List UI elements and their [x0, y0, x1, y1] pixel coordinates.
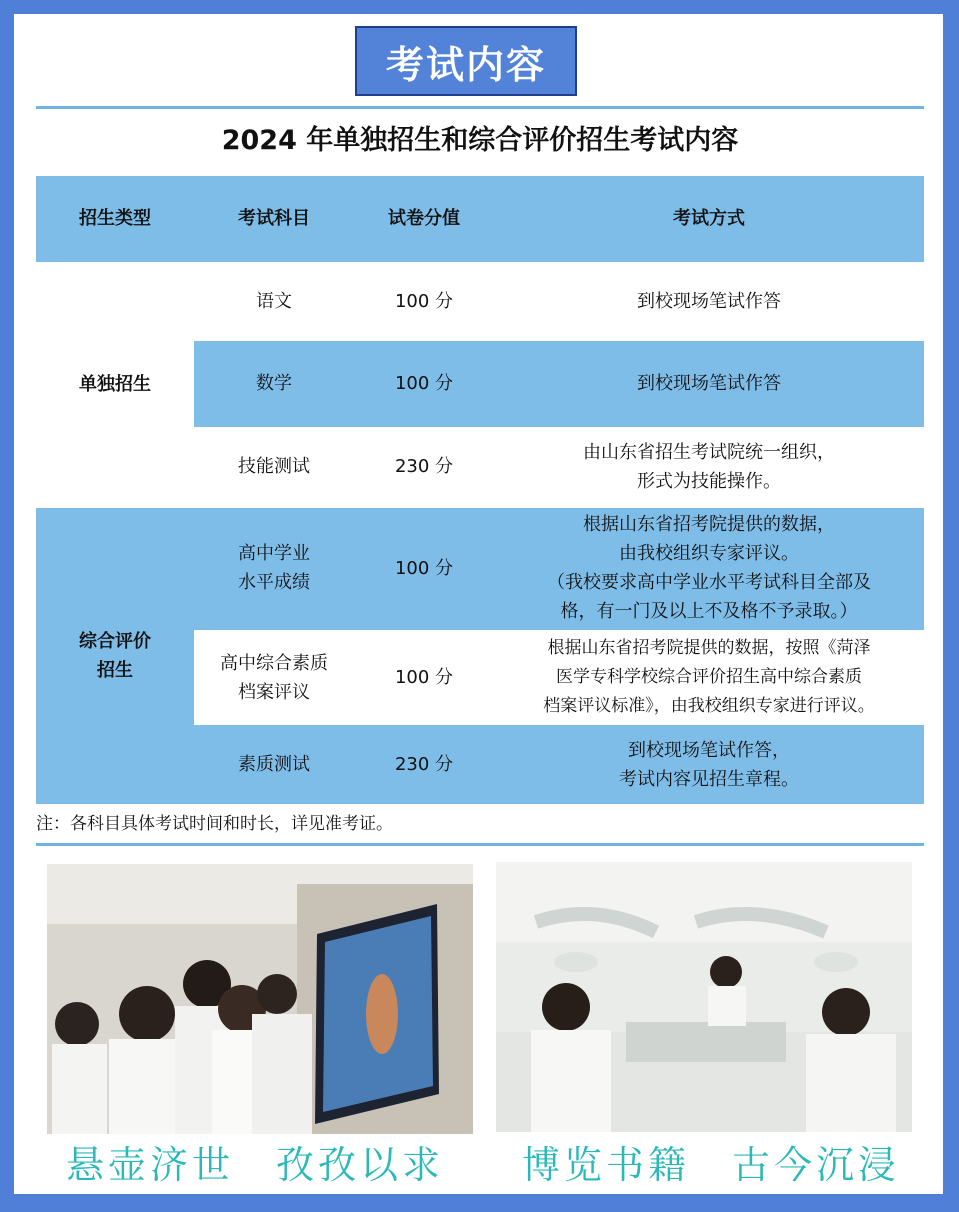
table-row-6-method: 到校现场笔试作答， 考试内容见招生章程。 — [619, 739, 799, 790]
table-row-3-subject: 技能测试 — [238, 456, 310, 477]
footnote: 注：各科目具体考试时间和时长，详见准考证。 — [36, 814, 393, 834]
table-row-1-score: 100 分 — [394, 290, 454, 312]
table-row-6-subject: 素质测试 — [238, 754, 310, 775]
document-title: 2024 年单独招生和综合评价招生考试内容 — [221, 125, 739, 156]
table-row-2-subject: 数学 — [256, 372, 292, 394]
table-row-1-method: 到校现场笔试作答 — [637, 290, 781, 312]
section-header-box — [355, 26, 577, 96]
table-row-5-method: 根据山东省招考院提供的数据，按照《菏泽 医学专科学校综合评价招生高中综合素质 档案评议标准》，由我校组织专家进行评议。 — [543, 638, 875, 716]
table-row-5-subject: 高中综合素质 档案评议 — [220, 652, 328, 703]
table-row-4-subject: 高中学业 水平成绩 — [238, 543, 310, 593]
header-subject: 考试科目 — [238, 207, 310, 229]
table-row-1-subject: 语文 — [256, 290, 292, 312]
page-canvas — [14, 14, 943, 1194]
top-rule — [36, 106, 924, 109]
header-method: 考试方式 — [673, 207, 745, 229]
table-row-4-method: 根据山东省招考院提供的数据， 由我校组织专家评议。 （我校要求高中学业水平考试科目全部及 格，有一门及以上不及格不予录取。） — [547, 514, 871, 622]
caption-right: 博览书籍 古今沉浸 — [522, 1143, 901, 1187]
group-type-separate: 单独招生 — [79, 373, 151, 395]
bottom-rule — [36, 843, 924, 846]
table-row-3-method: 由山东省招生考试院统一组织， 形式为技能操作。 — [583, 441, 835, 492]
table-row-5-score: 100 分 — [394, 667, 454, 688]
table-row-3-score: 230 分 — [394, 456, 454, 477]
header-score: 试卷分值 — [388, 207, 460, 229]
section-header-label: 考试内容 — [385, 42, 546, 87]
table-row-2-score: 100 分 — [394, 372, 454, 394]
photo-students-touchscreen — [47, 864, 473, 1134]
table-row-6-score: 230 分 — [394, 754, 454, 775]
table-row-2-method: 到校现场笔试作答 — [637, 372, 781, 394]
caption-left: 悬壶济世 孜孜以求 — [66, 1143, 445, 1187]
header-type: 招生类型 — [79, 207, 151, 229]
table-row-4-score: 100 分 — [394, 557, 454, 579]
group-type-comprehensive: 综合评价 招生 — [79, 631, 151, 681]
photo-dental-lab — [496, 862, 912, 1132]
